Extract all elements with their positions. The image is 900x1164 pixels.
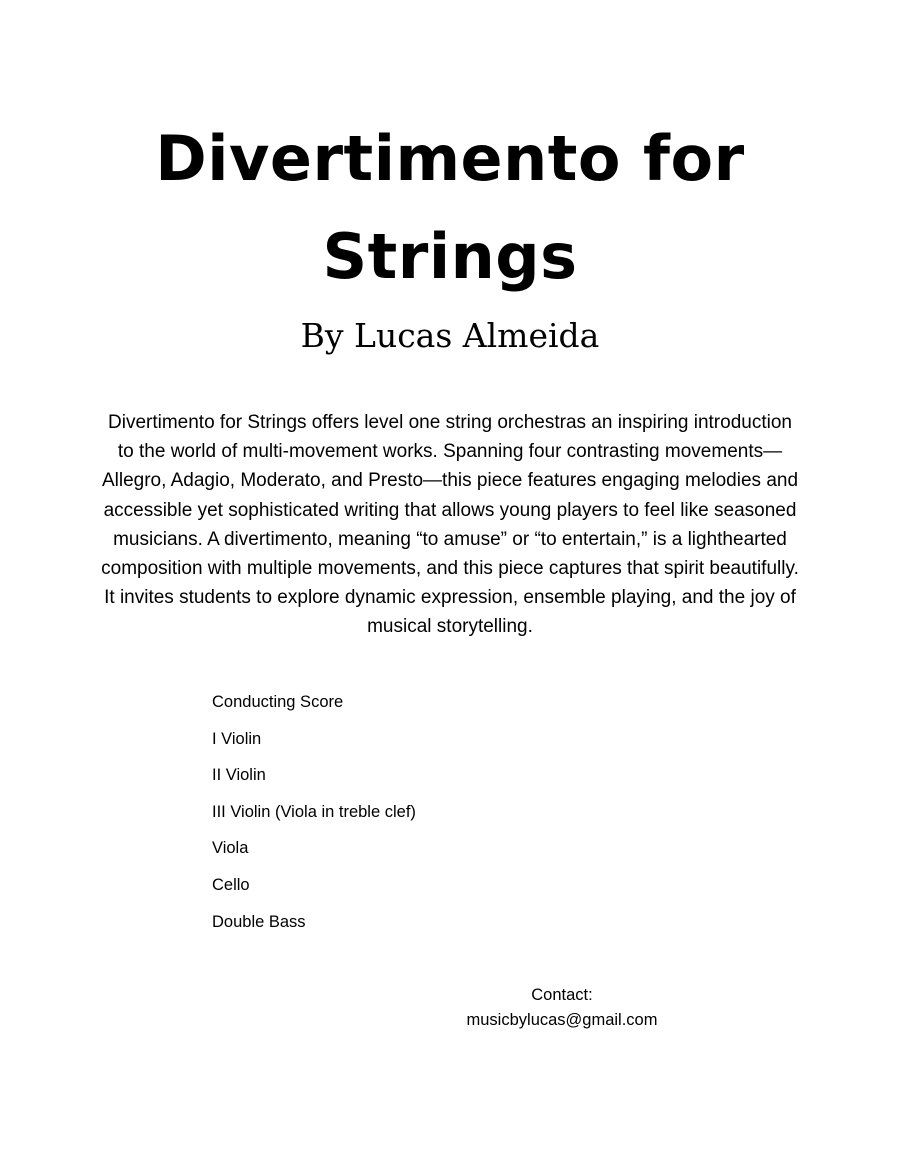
page-title xyxy=(0,110,900,306)
part-item-conducting-score: Conducting Score xyxy=(212,693,344,711)
contact-label: Contact: xyxy=(531,986,593,1004)
part-item-viola: Viola xyxy=(212,839,249,858)
author-byline: By Lucas Almeida xyxy=(300,316,600,355)
part-item-cello: Cello xyxy=(212,875,250,894)
parts-list xyxy=(212,686,416,942)
contact-block xyxy=(442,983,682,1033)
title-line-1: Divertimento for xyxy=(155,122,745,195)
part-item-violin-3: III Violin (Viola in treble clef) xyxy=(212,802,416,821)
title-line-2: Strings xyxy=(322,220,578,293)
part-item-violin-1: I Violin xyxy=(212,729,262,748)
part-item-violin-2: II Violin xyxy=(212,766,266,785)
contact-email: musicbylucas@gmail.com xyxy=(466,1011,658,1029)
piece-description: Divertimento for Strings offers level one string orchestras an inspiring introduction to the world of multi-movement works. Spanning four contrasting movements—Allegro, Adagio, Moderato, and Presto—this piece features engaging melodies and accessible yet sophisticated writing that allows young players to feel like seasoned musicians. A divertimento, meaning “to amuse” or “to entertain,” is a lighthearted composition with multiple movements, and this piece captures that spirit beautifully. It invites students to explore dynamic expression, ensemble playing, and the joy of musical storytelling. xyxy=(101,412,799,638)
part-item-double-bass: Double Bass xyxy=(212,912,306,931)
